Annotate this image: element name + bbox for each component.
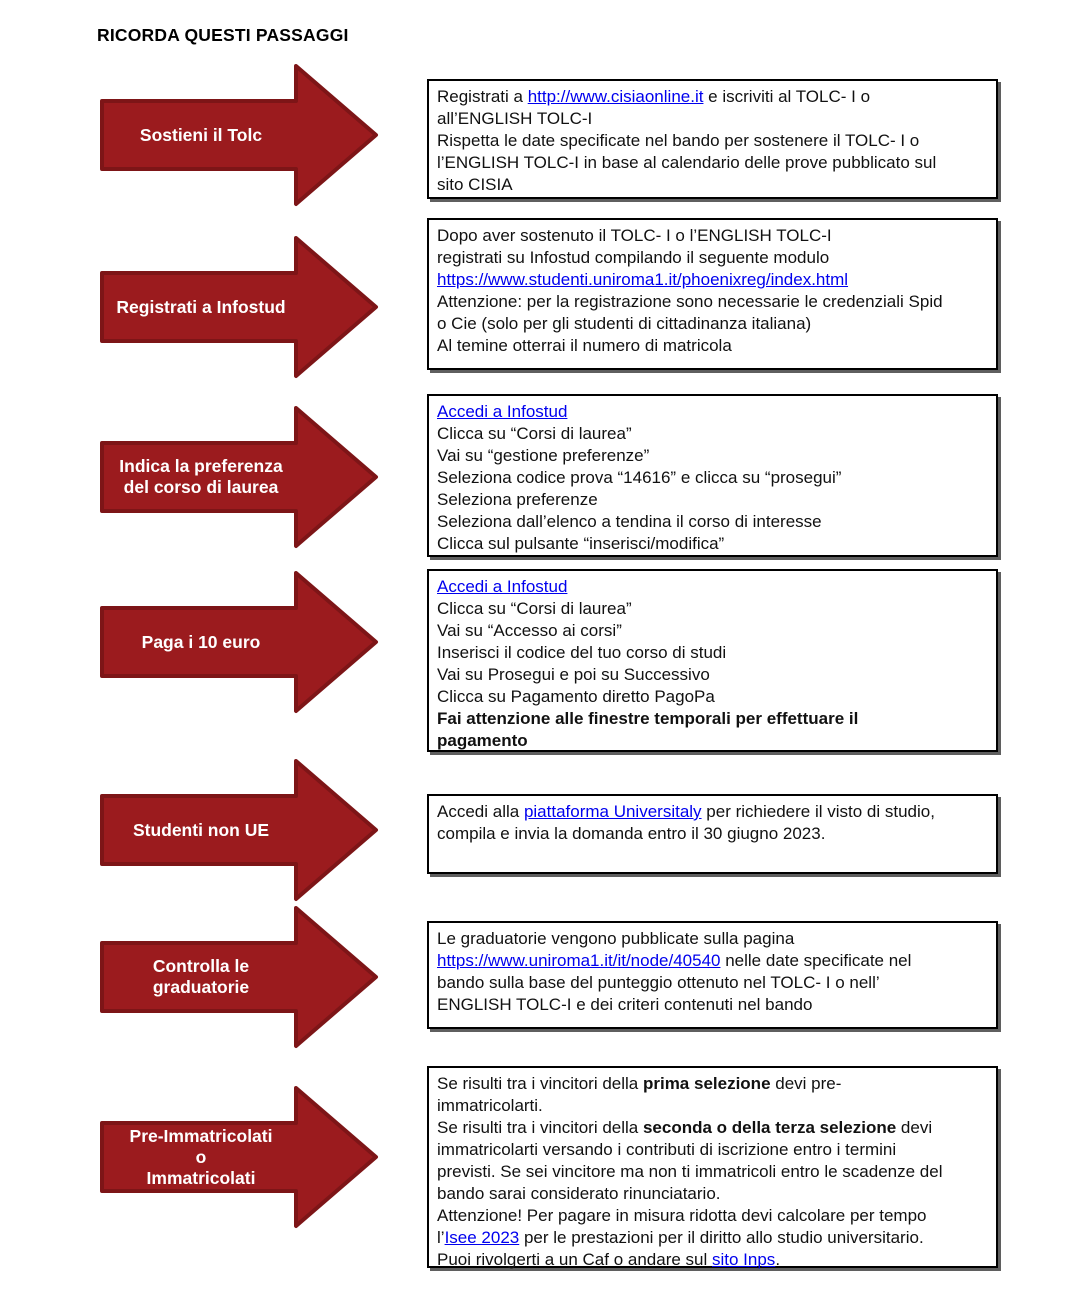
bold-text: Fai attenzione alle finestre temporali per effettuare il pagamento [437,709,859,750]
box-text: Attenzione: per la registrazione sono necessarie le credenziali Spid o Cie (solo per gli studenti di cittadinanza italiana) Al temine otterrai il numero di matricola [437,292,943,355]
info-box-4 [427,569,998,752]
step-arrow-registrati-a-infostud [100,235,380,379]
step-arrow-pre-immatricolati-o-immatricolat [100,1085,380,1229]
bold-text: seconda o della terza selezione [642,1118,897,1137]
box-text: e iscriviti al TOLC- I o all’ENGLISH TOLC-I Rispetta le date specificate nel bando per sostenere il TOLC- I o l’ENGLISH TOLC-I in base al calendario delle prove pubblicato sul sito CISIA [437,87,937,194]
link-isee-2023[interactable]: Isee 2023 [444,1228,520,1247]
box-text: devi immatricolarti versando i contributi di iscrizione entro i termini previsti. Se sei vincitore ma non ti immatricoli entro le scadenze del bando sarai considerato rinunciatario. Attenzione! Per pagare in misura ridotta devi calcolare per tempo l’ [437,1118,943,1247]
step-arrow-sostieni-il-tolc [100,63,380,207]
arrow-label: Pre-Immatricolati o Immatricolati [129,1125,273,1188]
box-text: per le prestazioni per il diritto allo studio universitario. Puoi rivolgerti a un Caf o andare sul [437,1228,924,1269]
link-piattaforma-universitaly[interactable]: piattaforma Universitaly [523,802,702,821]
box-text: Se risulti tra i vincitori della [437,1074,643,1093]
link-sito-inps[interactable]: sito Inps [712,1250,776,1269]
info-box-2 [427,218,998,370]
box-text: Accedi alla [437,802,524,821]
link-accedi-a-infostud[interactable]: Accedi a Infostud [437,577,568,596]
link-https-www-studenti-uniroma1-it-p[interactable]: https://www.studenti.uniroma1.it/phoenixreg/index.html [437,270,849,289]
box-text: Dopo aver sostenuto il TOLC- I o l’ENGLISH TOLC-I registrati su Infostud compilando il seguente modulo [437,226,832,267]
info-box-3 [427,394,998,557]
step-arrow-controlla-le-graduatorie [100,905,380,1049]
page-title: RICORDA QUESTI PASSAGGI [97,25,349,45]
box-text: Clicca su “Corsi di laurea” Vai su “Accesso ai corsi” Inserisci il codice del tuo corso di studi Vai su Prosegui e poi su Successivo Clicca su Pagamento diretto PagoPa [437,599,727,706]
box-text: . [775,1250,781,1269]
link-https-www-uniroma1-it-it-node-40[interactable]: https://www.uniroma1.it/it/node/40540 [437,951,721,970]
box-text: Le graduatorie vengono pubblicate sulla pagina [437,929,795,948]
step-arrow-indica-la-preferenza-del-corso-d [100,405,380,549]
arrow-label: Paga i 10 euro [141,631,261,652]
box-text: nelle date specificate nel bando sulla base del punteggio ottenuto nel TOLC- I o nell’ ENGLISH TOLC-I e dei criteri contenuti nel bando [437,951,912,1014]
info-box-5 [427,794,998,874]
info-box-7 [427,1066,998,1268]
link-accedi-a-infostud[interactable]: Accedi a Infostud [437,402,568,421]
info-box-6 [427,921,998,1029]
link-http-www-cisiaonline-it[interactable]: http://www.cisiaonline.it [527,87,704,106]
arrow-label: Sostieni il Tolc [139,124,263,145]
arrow-label: Indica la preferenza del corso di laurea [119,456,283,497]
box-text: per richiedere il visto di studio, compila e invia la domanda entro il 30 giugno 2023. [437,802,935,843]
arrow-label: Studenti non UE [132,819,270,840]
arrow-label: Registrati a Infostud [116,296,286,317]
step-arrow-paga-i-10-euro [100,570,380,714]
arrow-label: Controlla le graduatorie [152,956,250,997]
step-arrow-studenti-non-ue [100,758,380,902]
box-text: Registrati a [437,87,528,106]
box-text: Clicca su “Corsi di laurea” Vai su “gestione preferenze” Seleziona codice prova “14616” e clicca su “prosegui” Seleziona preferenze Seleziona dall’elenco a tendina il corso di interesse Clicca sul pulsante “inserisci/modifica” [437,424,842,553]
info-box-1 [427,79,998,199]
box-text: devi pre- immatricolarti. Se risulti tra i vincitori della [437,1074,842,1137]
bold-text: prima selezione [642,1074,771,1093]
